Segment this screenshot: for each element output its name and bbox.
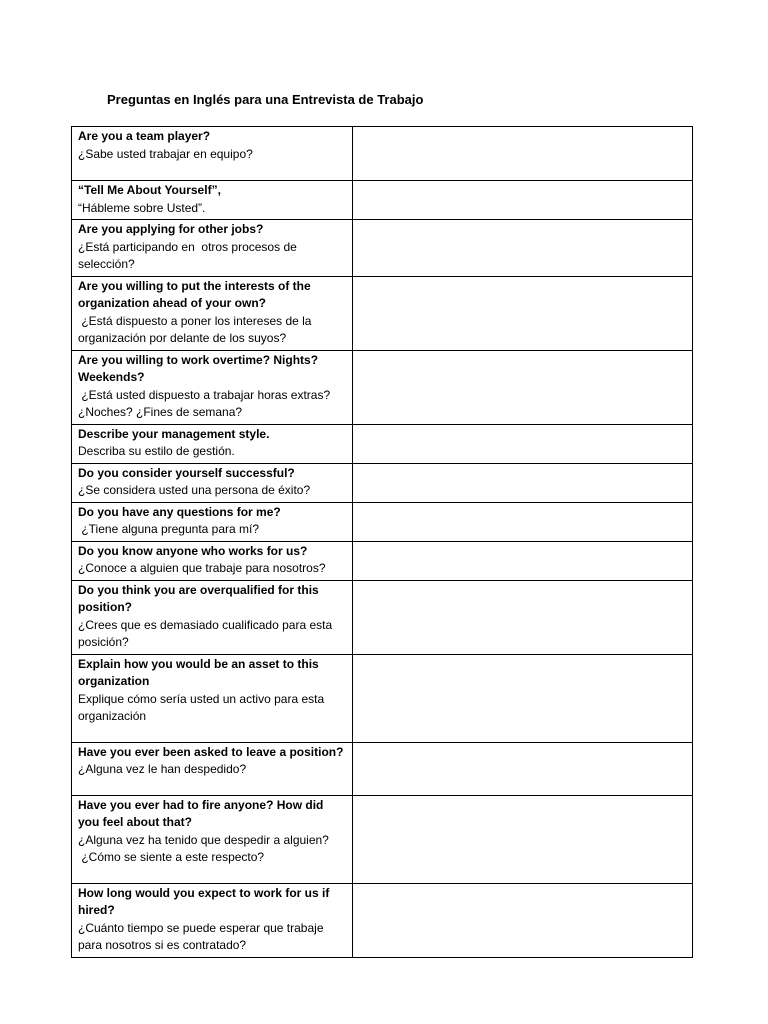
answer-cell[interactable] <box>353 742 693 795</box>
spanish-question-line: ¿Tiene alguna pregunta para mí? <box>78 522 260 536</box>
table-row <box>72 580 693 654</box>
english-question-line: Have you ever had to fire anyone? How did <box>78 797 324 812</box>
table-row <box>72 424 693 463</box>
english-question-line: Do you consider yourself successful? <box>78 465 295 480</box>
question-cell <box>72 276 353 350</box>
answer-cell[interactable] <box>353 541 693 580</box>
questions-table-body <box>72 127 693 958</box>
answer-cell[interactable] <box>353 463 693 502</box>
spanish-question-line: posición? <box>78 635 129 649</box>
table-row <box>72 541 693 580</box>
spanish-question-line: ¿Sabe usted trabajar en equipo? <box>78 146 253 161</box>
spanish-question-line: organización por delante de los suyos? <box>78 331 287 345</box>
question-cell <box>72 654 353 742</box>
english-question-line: you feel about that? <box>78 815 192 829</box>
english-question-line: organization <box>78 674 150 688</box>
spanish-question-line: selección? <box>78 257 135 271</box>
english-question-line: position? <box>78 600 132 614</box>
answer-cell[interactable] <box>353 580 693 654</box>
question-cell <box>72 502 353 541</box>
english-question-line: hired? <box>78 903 115 917</box>
table-row <box>72 742 693 795</box>
question-cell <box>72 795 353 883</box>
spanish-question-line: ¿Está participando en otros procesos de <box>78 239 297 254</box>
spanish-question-line: ¿Se considera usted una persona de éxito? <box>78 483 311 497</box>
table-row <box>72 795 693 883</box>
question-cell <box>72 541 353 580</box>
answer-cell[interactable] <box>353 181 693 220</box>
spanish-question-line: ¿Conoce a alguien que trabaje para nosotros? <box>78 561 326 575</box>
answer-cell[interactable] <box>353 883 693 957</box>
english-question-line: Do you think you are overqualified for this <box>78 582 319 597</box>
english-question-line: Do you have any questions for me? <box>78 504 281 519</box>
table-row <box>72 181 693 220</box>
english-question-line: Are you willing to work overtime? Nights? <box>78 352 319 367</box>
question-cell <box>72 742 353 795</box>
question-cell <box>72 350 353 424</box>
english-question-line: Have you ever been asked to leave a position? <box>78 744 344 759</box>
answer-cell[interactable] <box>353 502 693 541</box>
table-row <box>72 463 693 502</box>
spanish-question-line: ¿Alguna vez ha tenido que despedir a alguien? <box>78 832 329 847</box>
spanish-question-line: ¿Cuánto tiempo se puede esperar que trabaje <box>78 920 324 935</box>
questions-table <box>71 126 693 958</box>
answer-cell[interactable] <box>353 350 693 424</box>
spanish-question-line: para nosotros si es contratado? <box>78 938 247 952</box>
english-question-line: organization ahead of your own? <box>78 296 267 310</box>
spanish-question-line: ¿Alguna vez le han despedido? <box>78 762 247 776</box>
spanish-question-line: “Hábleme sobre Usted”. <box>78 200 206 215</box>
question-cell <box>72 883 353 957</box>
answer-cell[interactable] <box>353 424 693 463</box>
english-question-line: Are you applying for other jobs? <box>78 222 264 236</box>
english-question-line: Do you know anyone who works for us? <box>78 543 308 558</box>
table-row <box>72 350 693 424</box>
english-question-line: Are you willing to put the interests of the <box>78 278 311 293</box>
answer-cell[interactable] <box>353 795 693 883</box>
question-cell <box>72 580 353 654</box>
english-question-line: Explain how you would be an asset to this <box>78 656 319 671</box>
english-question-line: How long would you expect to work for us if <box>78 885 330 900</box>
table-row <box>72 276 693 350</box>
spanish-question-line: Explique cómo sería usted un activo para esta <box>78 691 325 706</box>
question-cell <box>72 220 353 277</box>
english-question-line: Are you a team player? <box>78 129 211 143</box>
answer-cell[interactable] <box>353 220 693 277</box>
page-title: Preguntas en Inglés para una Entrevista de Trabajo <box>107 92 424 107</box>
english-question-line: “Tell Me About Yourself”, <box>78 183 221 197</box>
table-row <box>72 127 693 181</box>
question-cell <box>72 424 353 463</box>
english-question-line: Describe your management style. <box>78 426 270 441</box>
question-cell <box>72 463 353 502</box>
spanish-question-line: ¿Noches? ¿Fines de semana? <box>78 405 243 419</box>
spanish-question-line: Describa su estilo de gestión. <box>78 444 235 458</box>
table-row <box>72 654 693 742</box>
spanish-question-line: ¿Está usted dispuesto a trabajar horas extras? <box>78 387 331 402</box>
answer-cell[interactable] <box>353 654 693 742</box>
answer-cell[interactable] <box>353 127 693 181</box>
spanish-question-line: organización <box>78 709 147 723</box>
spanish-question-line: ¿Cómo se siente a este respecto? <box>78 850 265 864</box>
question-cell <box>72 181 353 220</box>
table-row <box>72 502 693 541</box>
table-row <box>72 220 693 277</box>
answer-cell[interactable] <box>353 276 693 350</box>
spanish-question-line: ¿Está dispuesto a poner los intereses de la <box>78 313 312 328</box>
spanish-question-line: ¿Crees que es demasiado cualificado para esta <box>78 617 333 632</box>
question-cell <box>72 127 353 181</box>
english-question-line: Weekends? <box>78 370 145 384</box>
table-row <box>72 883 693 957</box>
